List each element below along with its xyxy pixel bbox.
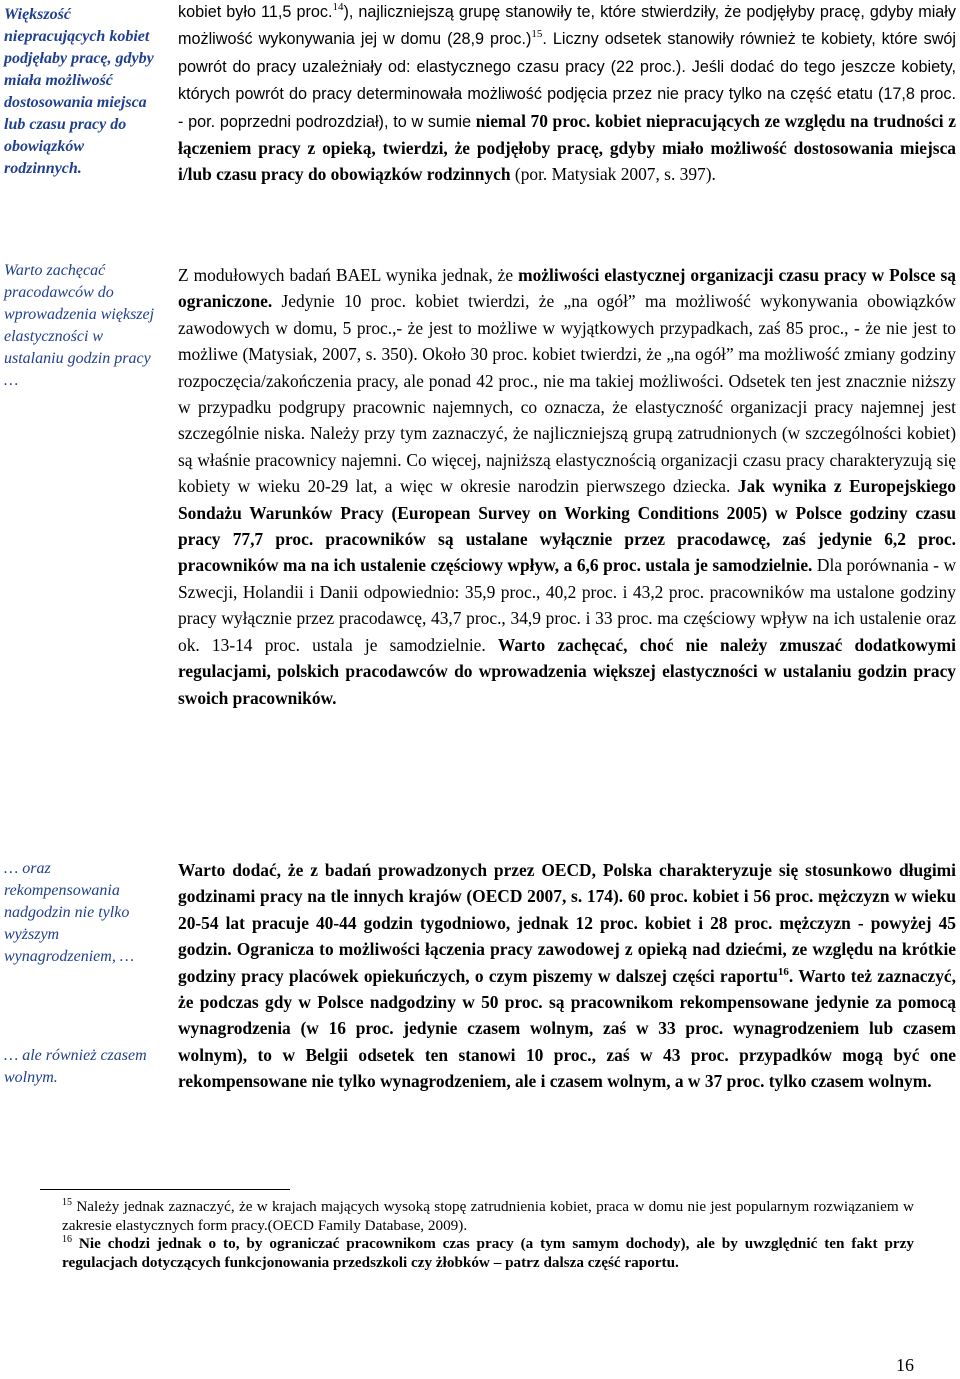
paragraph-3	[178, 857, 956, 1095]
footnote-ref-15: 15	[531, 28, 543, 41]
footnote-ref-16: 16	[777, 965, 789, 978]
margin-note-4: … ale również czasem wolnym.	[4, 1047, 147, 1086]
p1-bold-d: niemal 70 proc.	[475, 110, 591, 131]
p1-text-b: ), najliczniejszą grupę stanowiły te, które stwierdziły, że podjęłyby pracę, gdyby miały możliwość wykonywania jej w domu (28,9 proc.)	[178, 3, 956, 49]
margin-note-1: Większość niepracujących kobiet podjęłaby pracę, gdyby miała możliwość dostosowania miejsca lub czasu pracy do obowiązków rodzinnych.	[4, 6, 154, 177]
p2-text-c: Jedynie 10 proc. kobiet twierdzi, że „na ogół” ma możliwość wykonywania obowiązków zawodowych w domu, 5 proc.,- że jest to możliwe w wyjątkowych przypadkach, zaś 85 proc., - że nie jest to możliwe (Matysiak, 2007, s. 350). Około 30 proc. kobiet twierdzi, że „na ogół” ma możliwość zmiany godziny rozpoczęcia/zakończenia pracy, ale ponad 42 proc., nie ma takiej możliwości. Odsetek ten jest znacznie niższy w przypadku podgrupy pracownic najemnych, co oznacza, że elastyczność organizacji pracy najemnej jest szczególnie niska. Należy przy tym zaznaczyć, że najliczniejszą grupą zatrudnionych (w szczególności kobiet) są właśnie pracownicy najemni. Co więcej, najniższą elastycznością organizacji czasu pracy charakteryzują się kobiety w wieku 20-29 lat, a więc w okresie narodzin pierwszego dziecka.	[178, 291, 956, 497]
p1-text-a: kobiet było 11,5 proc.	[178, 3, 333, 21]
p2-bold-f: Warto zachęcać, choć nie należy zmuszać dodatkowymi regulacjami, polskich pracodawców do wprowadzenia większej elastyczności w ustalaniu godzin pracy swoich pracowników.	[178, 634, 956, 708]
p1-text-c: . Liczny odsetek stanowiły również te kobiety, które swój powrót do pracy uzależniały od: elastycznego czasu pracy (22 proc.). Jeśli dodać do tego jeszcze kobiety, których powrót do pracy determinowała możliwość podjęcia przez nie pracy tylko na część etatu (17,8 proc. - por. poprzedni podrozdział), to w sumie	[178, 30, 956, 131]
p3-bold-a: Warto dodać, że z badań prowadzonych przez OECD, Polska charakteryzuje się stosunkowo długimi godzinami pracy na tle innych krajów (OECD 2007, s. 174). 60 proc. kobiet i 56 proc. mężczyzn w wieku 20-54 lat pracuje 40-44 godzin tygodniowo, jednak 12 proc. kobiet i 28 proc. mężczyzn - powyżej 45 godzin. Ogranicza to możliwości łączenia pracy zawodowej z opieką nad dziećmi, ze względu na krótkie godziny pracy placówek opiekuńczych, o czym piszemy w dalszej części raportu	[178, 860, 956, 986]
footnote-15-text: Należy jednak zaznaczyć, że w krajach mających wysoką stopę zatrudnienia kobiet, praca w domu nie jest popularnym rozwiązaniem w zakresie elastycznych form pracy.(OECD Family Database, 2009).	[62, 1198, 914, 1234]
footnote-divider	[40, 1189, 290, 1190]
footnote-ref-14: 14	[332, 1, 344, 14]
paragraph-1	[178, 0, 956, 188]
footnote-16-text: Nie chodzi jednak o to, by ograniczać pracownikom czas pracy (a tym samym dochody), ale by uwzględnić ten fakt przy regulacjach dotyczących funkcjonowania przedszkoli czy żłobków – patrz dalsza część raportu.	[62, 1235, 914, 1271]
margin-note-2: Warto zachęcać pracodawców do wprowadzenia większej elastyczności w ustalaniu godzin pracy …	[4, 262, 155, 389]
p2-bold-d: Jak wynika z Europejskiego Sondażu Warunków Pracy (European Survey on Working Conditions 2005) w Polsce godziny czasu pracy 77,7 proc. pracowników są ustalane wyłącznie przez pracodawcę, zaś jedynie 6,2 proc. pracowników ma na ich ustalenie częściowy wpływ, a 6,6 proc. ustala je samodzielnie.	[178, 476, 956, 576]
margin-note-3: … oraz rekompensowania nadgodzin nie tylko wyższym wynagrodzeniem, …	[4, 860, 135, 965]
footnotes	[62, 1198, 914, 1272]
p2-bold-b: możliwości elastycznej organizacji czasu pracy w Polsce są ograniczone.	[178, 265, 956, 312]
p1-bold-e: kobiet niepracujących ze względu na trudności z łączeniem pracy z opieką, twierdzi, że podjęłoby pracę, gdyby miało możliwość dostosowania miejsca i/lub czasu pracy do obowiązków rodzinnych	[178, 110, 956, 185]
footnote-16	[62, 1235, 914, 1272]
paragraph-2	[178, 262, 956, 711]
page-number: 16	[896, 1355, 914, 1375]
footnote-15	[62, 1198, 914, 1235]
p2-text-a: Z modułowych badań BAEL wynika jednak, że	[178, 265, 514, 285]
footnote-16-number: 16	[62, 1234, 72, 1246]
p1-text-f: (por. Matysiak 2007, s. 397).	[514, 164, 716, 185]
p3-bold-b: . Warto też zaznaczyć, że podczas gdy w Polsce nadgodziny w 50 proc. są pracownikom rekompensowane jedynie za pomocą wynagrodzenia (w 16 proc. jedynie czasem wolnym, zaś w 33 proc. wynagrodzeniem lub czasem wolnym), to w Belgii odsetek ten stanowi 10 proc., zaś w 43 proc. przypadków mogą być one rekompensowane nie tylko wynagrodzeniem, ale i czasem wolnym, a w 37 proc. tylko czasem wolnym.	[178, 965, 956, 1092]
footnote-15-number: 15	[62, 1196, 72, 1208]
p2-text-e: Dla porównania - w Szwecji, Holandii i Danii odpowiednio: 35,9 proc., 40,2 proc. i 43,2 proc. pracowników ma ustalone godziny pracy wyłącznie przez pracodawcę, 43,7 proc., 34,9 proc. i 33 proc. ma częściowy wpływ na ich ustalenie oraz ok. 13-14 proc. ustala je samodzielnie.	[178, 555, 956, 655]
